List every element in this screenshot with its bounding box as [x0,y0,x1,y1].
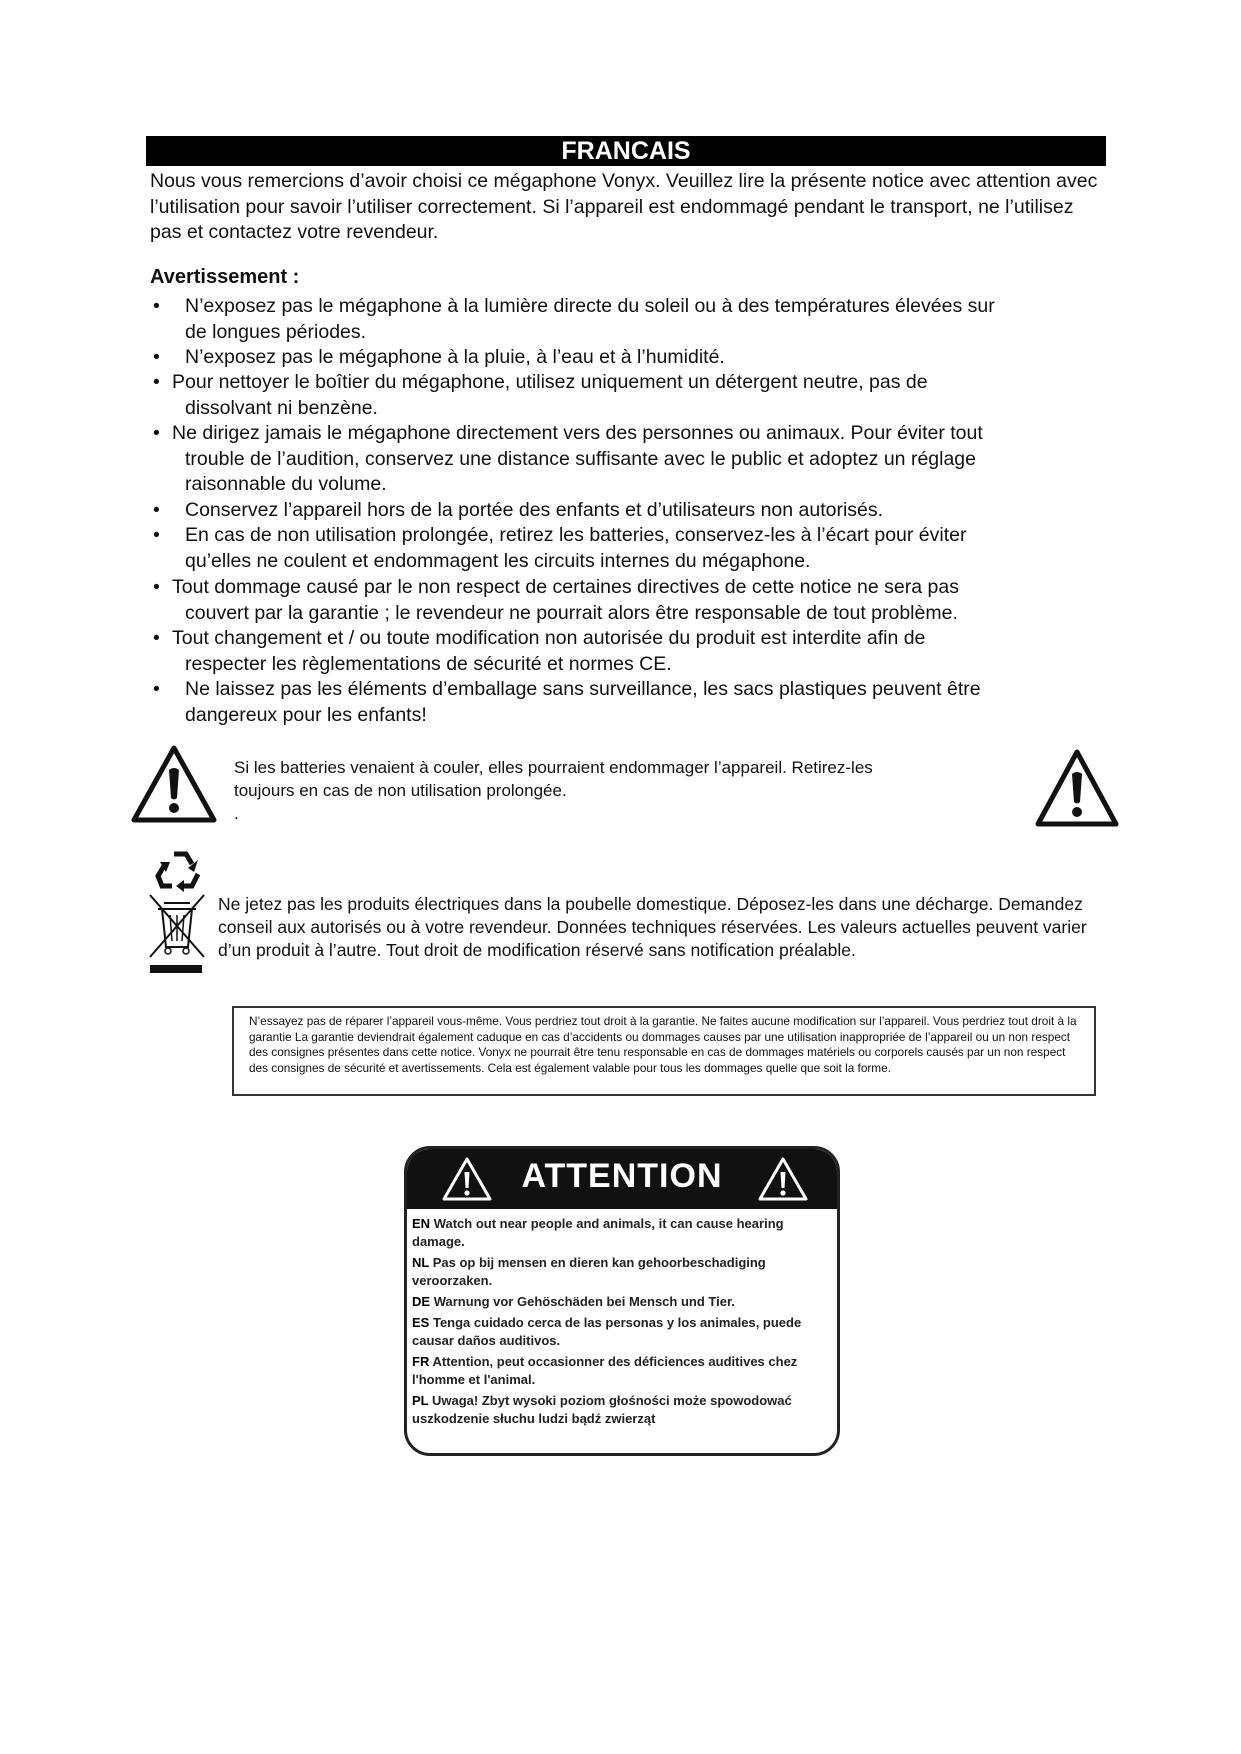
list-item-text: Pour nettoyer le boîtier du mégaphone, utilisez uniquement un détergent neutre, pas de [172,371,928,393]
section-header: FRANCAIS [146,136,1106,166]
disposal-notice: Ne jetez pas les produits électriques dans la poubelle domestique. Déposez-les dans une décharge. Demandez conseil aux autorisés ou à votre revendeur. Données techniques réservées. Les valeurs actuelles peuvent varier d’un produit à l’autre. Tout droit de modification réservé sans notification préalable. [218,894,1087,960]
attention-line-en [412,1215,827,1251]
attention-text: Warnung vor Gehöschäden bei Mensch und Tier. [433,1294,735,1309]
attention-text: Watch out near people and animals, it can cause hearing damage. [412,1216,784,1249]
battery-leak-notice [234,756,994,825]
bullet-dot: • [153,499,160,521]
attention-panel [404,1146,840,1456]
list-item [150,677,1100,728]
list-item-text: Tout dommage causé par le non respect de certaines directives de cette notice ne sera pas [172,576,959,598]
bullet-dot: • [153,678,160,700]
list-item-text: qu’elles ne coulent et endommagent les circuits internes du mégaphone. [185,549,811,572]
warning-heading: Avertissement : [150,266,300,288]
list-item-text: Ne laissez pas les éléments d’emballage sans surveillance, les sacs plastiques peuvent être [185,678,981,700]
bullet-dot: • [153,576,160,598]
list-item-text: raisonnable du volume. [185,473,387,495]
attention-header [407,1149,837,1209]
bullet-dot: • [153,524,160,546]
list-item-text: de longues périodes. [185,320,367,343]
language-code: PL [412,1393,429,1408]
attention-text: Uwaga! Zbyt wysoki poziom głośności może spowodować uszkodzenie słuchu ludzi bądź zwierząt [412,1393,792,1426]
bullet-dot: • [153,627,160,649]
list-item [150,498,1100,524]
list-item-text: respecter les règlementations de sécurité et normes CE. [185,652,672,675]
repair-warranty-notice: N’essayez pas de réparer l’appareil vous-même. Vous perdriez tout droit à la garantie. Ne faites aucune modification sur l’appareil. Vous perdriez tout droit à la garantie La garantie deviendrait également caduque en cas d’accidents ou dommages causes par une utilisation inappropriée de l’appareil ou un non respect des consignes présentes dans cette notice. Vonyx ne pourrait être tenu responsable en cas de dommages matériels ou corporels causés par un non respect des consignes de sécurité et avertissements. Cela est également valable pour tous les dommages quelle que soit la forme. [232,1006,1096,1096]
list-item-text: Tout changement et / ou toute modification non autorisée du produit est interdite afin de [172,627,926,649]
list-item [150,345,1100,371]
bullet-dot: • [153,295,160,317]
notice-line: Si les batteries venaient à couler, elles pourraient endommager l’appareil. Retirez-les [234,758,873,777]
list-item-text: couvert par la garantie ; le revendeur ne pourrait alors être responsable de tout problème. [185,601,958,624]
language-code: ES [412,1315,430,1330]
attention-body [407,1209,837,1428]
list-item-text: trouble de l’audition, conservez une distance suffisante avec le public et adoptez un réglage [185,447,976,470]
list-item-text: N’exposez pas le mégaphone à la lumière directe du soleil ou à des températures élevées sur [185,295,995,317]
attention-line-es [412,1314,827,1350]
language-code: DE [412,1294,431,1309]
notice-line: toujours en cas de non utilisation prolongée. [234,781,567,800]
recycle-icon [154,848,206,894]
attention-text: Attention, peut occasionner des déficiences auditives chez l'homme et l'animal. [412,1354,798,1387]
crossed-bin-icon [148,893,206,975]
list-item [150,421,1100,498]
list-item-text: En cas de non utilisation prolongée, retirez les batteries, conservez-les à l’écart pour éviter [185,524,967,546]
warning-triangle-icon [130,744,218,824]
attention-line-nl [412,1254,827,1290]
list-item [150,523,1100,574]
list-item-text: dangereux pour les enfants! [185,703,427,726]
warning-triangle-icon [757,1155,809,1203]
attention-line-fr [412,1353,827,1389]
warning-triangle-icon [1034,748,1120,828]
bullet-dot: • [153,371,160,393]
list-item-text: Conservez l’appareil hors de la portée des enfants et d’utilisateurs non autorisés. [185,499,884,521]
list-item [150,575,1100,626]
attention-line-pl [412,1392,827,1428]
attention-text: Tenga cuidado cerca de las personas y los animales, puede causar daños auditivos. [412,1315,802,1348]
intro-paragraph: Nous vous remercions d’avoir choisi ce mégaphone Vonyx. Veuillez lire la présente notice avec attention avec l’utilisation pour savoir l’utiliser correctement. Si l’appareil est endommagé pendant le transport, ne l’utilisez pas et contactez votre revendeur. [150,170,1098,243]
language-code: NL [412,1255,430,1270]
notice-line: . [234,804,239,823]
attention-text: Pas op bij mensen en dieren kan gehoorbeschadiging veroorzaken. [412,1255,766,1288]
list-item-text: dissolvant ni benzène. [185,396,378,419]
attention-line-de [412,1293,827,1311]
list-item [150,294,1100,345]
list-item-text: N’exposez pas le mégaphone à la pluie, à l’eau et à l’humidité. [185,346,725,368]
list-item [150,370,1100,421]
attention-title: ATTENTION [521,1157,723,1195]
bullet-dot: • [153,422,160,444]
list-item [150,626,1100,677]
bullet-dot: • [153,346,160,368]
language-code: EN [412,1216,431,1231]
language-code: FR [412,1354,430,1369]
list-item-text: Ne dirigez jamais le mégaphone directement vers des personnes ou animaux. Pour éviter tout [172,422,983,444]
